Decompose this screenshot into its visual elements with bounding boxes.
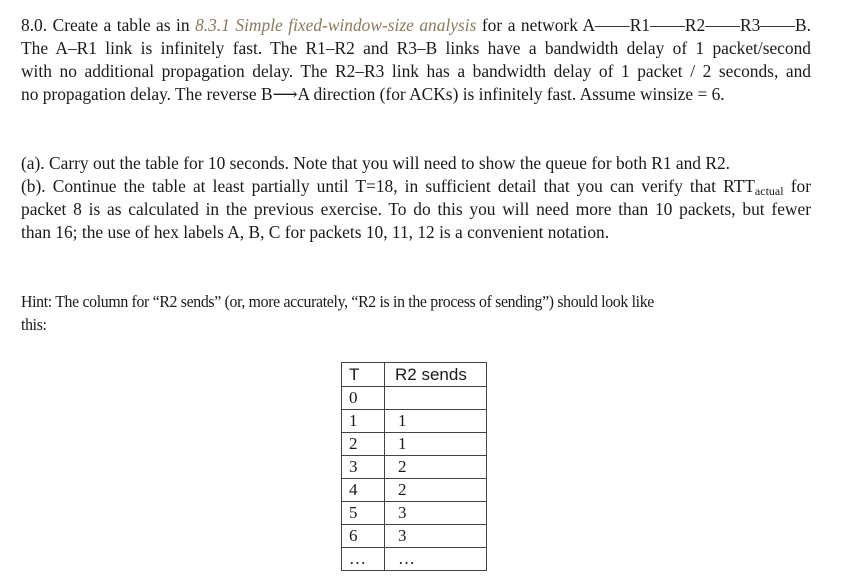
part-b-line-1-prefix: (b). Continue the table at least partially until T=18, in sufficient detail that you can verify that RTT xyxy=(21,176,755,196)
table-row-ellipsis xyxy=(342,548,487,571)
cell-t: 0 xyxy=(342,387,385,410)
intro-line-3: with no additional propagation delay. The R2–R3 link has a bandwidth delay of 1 packet / 2 seconds, and xyxy=(21,61,811,81)
header-r2-sends: R2 sends xyxy=(385,363,487,387)
part-b-line-3: than 16; the use of hex labels A, B, C for packets 10, 11, 12 is a convenient notation. xyxy=(21,222,610,242)
table-row xyxy=(342,387,487,410)
header-t: T xyxy=(342,363,385,387)
intro-line-4: no propagation delay. The reverse B⟶A direction (for ACKs) is infinitely fast. Assume winsize = 6. xyxy=(21,84,725,104)
rtt-actual-subscript: actual xyxy=(754,184,784,198)
table-header-row xyxy=(342,363,487,387)
table-row xyxy=(342,433,487,456)
table-row xyxy=(342,502,487,525)
table-row xyxy=(342,456,487,479)
intro-line-1 xyxy=(21,14,811,37)
part-b-line-1 xyxy=(21,175,811,198)
cell-t: 4 xyxy=(342,479,385,502)
section-link-8-3-1[interactable]: 8.3.1 Simple fixed-window-size analysis xyxy=(195,15,477,35)
cell-r2-sends: 3 xyxy=(385,502,487,525)
part-b-line-1-suffix: for xyxy=(783,176,811,196)
table-row xyxy=(342,410,487,433)
cell-t: 6 xyxy=(342,525,385,548)
cell-t: … xyxy=(342,548,385,571)
hint-line-1: Hint: The column for “R2 sends” (or, more accurately, “R2 is in the process of sending”) should look like xyxy=(21,292,655,311)
cell-r2-sends: … xyxy=(385,548,487,571)
table-row xyxy=(342,525,487,548)
exercise-intro-paragraph xyxy=(21,14,811,106)
part-a-line: (a). Carry out the table for 10 seconds. Note that you will need to show the queue for both R1 and R2. xyxy=(21,153,730,173)
cell-r2-sends xyxy=(385,387,487,410)
table-row xyxy=(342,479,487,502)
cell-t: 3 xyxy=(342,456,385,479)
cell-r2-sends: 1 xyxy=(385,410,487,433)
intro-line-1-prefix: 8.0. Create a table as in xyxy=(21,15,196,35)
cell-r2-sends: 2 xyxy=(385,479,487,502)
r2-sends-table xyxy=(341,362,487,571)
hint-paragraph xyxy=(21,290,812,336)
intro-line-1-suffix: for a network A——R1——R2——R3——B. xyxy=(476,15,811,35)
part-b-line-2: packet 8 is as calculated in the previous exercise. To do this you will need more than 10 packets, but fewer xyxy=(21,199,811,219)
hint-line-2: this: xyxy=(21,315,47,334)
intro-line-2: The A–R1 link is infinitely fast. The R1–R2 and R3–B links have a bandwidth delay of 1 packet/second xyxy=(21,38,811,58)
cell-t: 1 xyxy=(342,410,385,433)
exercise-parts-paragraph xyxy=(21,152,811,244)
cell-t: 5 xyxy=(342,502,385,525)
cell-r2-sends: 3 xyxy=(385,525,487,548)
cell-r2-sends: 2 xyxy=(385,456,487,479)
cell-r2-sends: 1 xyxy=(385,433,487,456)
cell-t: 2 xyxy=(342,433,385,456)
